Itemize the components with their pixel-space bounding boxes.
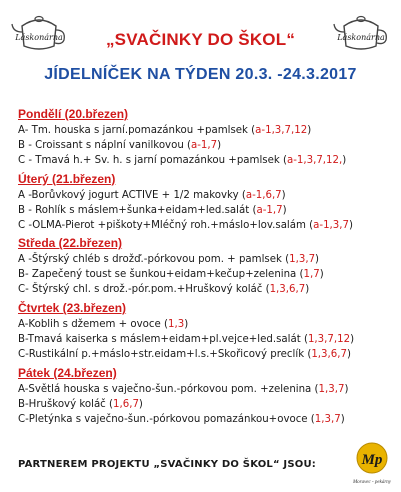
- menu-item: A -Borůvkový jogurt ACTIVE + 1/2 makovky (a-1,6,7): [18, 189, 286, 201]
- menu-item: B-Hruškový koláč (1,6,7): [18, 398, 143, 410]
- allergen-codes: a-1,3,7: [313, 219, 349, 231]
- menu-item: B - Croissant s náplní vanilkovou (a-1,7): [18, 139, 222, 151]
- day-friday: [18, 366, 398, 428]
- allergen-codes: a-1,7: [256, 204, 283, 216]
- menu-item: A- Tm. houska s jarní.pomazánkou +pamlsek (a-1,3,7,12): [18, 125, 312, 136]
- allergen-codes: a-1,3,7,12,: [286, 154, 343, 166]
- allergen-codes: a-1,3,7,12: [255, 125, 308, 136]
- day-title: Čtvrtek (23.březen): [18, 301, 127, 316]
- svg-text:Moravec - pekárny: Moravec - pekárny: [352, 480, 392, 485]
- allergen-codes: 1,3,7: [289, 254, 316, 266]
- allergen-codes: 1,7: [303, 269, 320, 281]
- allergen-codes: 1,3,7: [318, 383, 345, 395]
- page-title: „SVAČINKY DO ŠKOL“: [105, 30, 296, 49]
- allergen-codes: 1,3,6,7: [311, 348, 347, 360]
- day-title: Středa (22.březen): [18, 236, 123, 251]
- svg-text:Mp: Mp: [361, 452, 383, 468]
- menu-item: B-Tmavá kaiserka s máslem+eidam+pl.vejce+led.salát (1,3,7,12): [18, 334, 355, 346]
- logo-lettering: Láskonárna: [15, 33, 63, 42]
- day-tuesday: [18, 172, 398, 234]
- week-subtitle: JÍDELNÍČEK NA TÝDEN 20.3. -24.3.2017: [44, 66, 357, 83]
- moravec-partner-logo: [352, 441, 392, 489]
- day-title: Pátek (24.březen): [18, 365, 117, 380]
- allergen-codes: 1,6,7: [113, 398, 139, 410]
- day-title: Úterý (21.březen): [18, 171, 116, 186]
- allergen-codes: 1,3,7: [314, 413, 341, 425]
- allergen-codes: a-1,6,7: [245, 189, 282, 201]
- menu-item: A-Koblih s džemem + ovoce (1,3): [18, 319, 189, 331]
- menu-item: C-Pletýnka s vaječno-šun.-pórkovou pomazánkou+ovoce (1,3,7): [18, 413, 345, 425]
- menu-item: C-Rustikální p.+máslo+str.eidam+l.s.+Skořicový preclík (1,3,6,7): [18, 348, 351, 360]
- menu-item: A -Štýrský chléb s drožď.-pórkovou pom. + pamlsek (1,3,7): [18, 254, 320, 266]
- menu-item: B - Rohlík s máslem+šunka+eidam+led.salát (a-1,7): [18, 204, 287, 216]
- menu-item: A-Světlá houska s vaječno-šun.-pórkovou pom. +zelenina (1,3,7): [18, 383, 349, 395]
- logo-lettering: Láskonárna: [337, 33, 385, 42]
- partner-caption: PARTNEREM PROJEKTU „SVAČINKY DO ŠKOL“ JSOU:: [18, 459, 316, 470]
- day-title: Pondělí (20.březen): [18, 107, 129, 121]
- allergen-codes: 1,3: [167, 319, 185, 331]
- allergen-codes: 1,3,6,7: [269, 284, 306, 296]
- allergen-codes: a-1,7: [191, 139, 218, 151]
- menu-item: C - Tmavá h.+ Sv. h. s jarní pomazánkou +pamlsek (a-1,3,7,12,): [18, 154, 347, 166]
- weekly-menu: [18, 107, 398, 431]
- menu-item: C- Štýrský chl. s drož.-pór.pom.+Hruškový koláč (1,3,6,7): [18, 284, 310, 296]
- day-thursday: [18, 301, 398, 363]
- day-wednesday: [18, 236, 398, 298]
- menu-item: C -OLMA-Pierot +piškoty+Mléčný roh.+máslo+lov.salám (a-1,3,7): [18, 219, 353, 231]
- allergen-codes: 1,3,7,12: [307, 334, 351, 346]
- menu-item: B- Zapečený toust se šunkou+eidam+kečup+zelenina (1,7): [18, 269, 324, 281]
- day-monday: [18, 107, 398, 169]
